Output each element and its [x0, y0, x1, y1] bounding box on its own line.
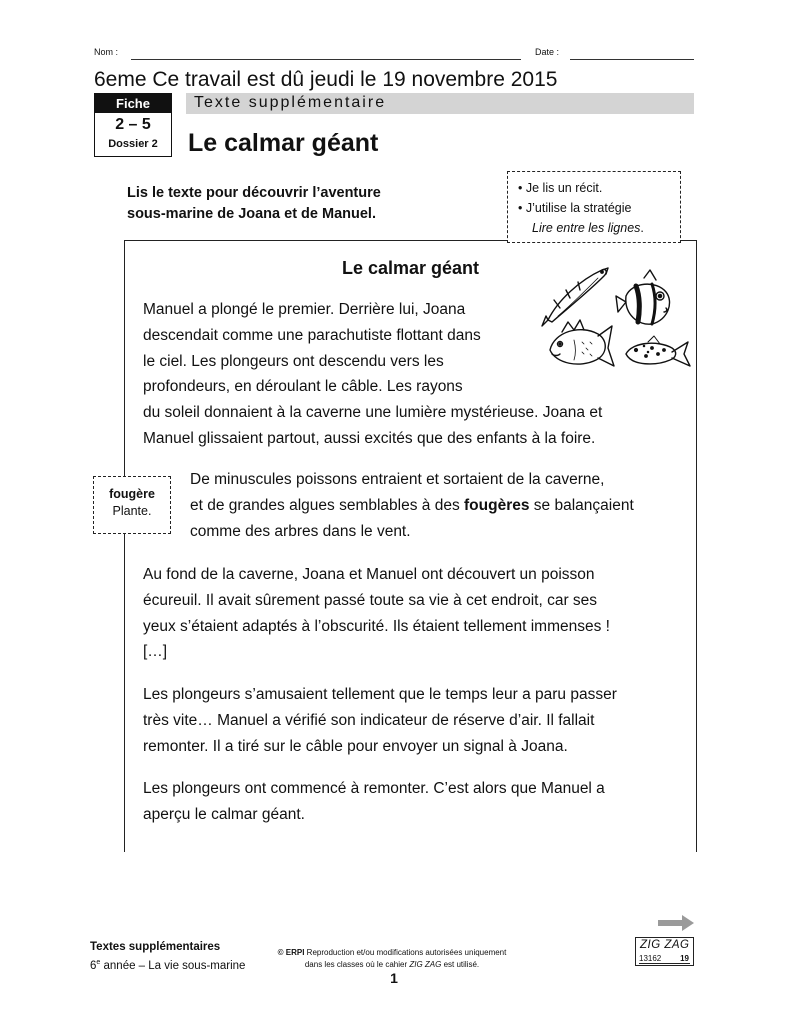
arrow-right-icon[interactable]: [658, 915, 694, 931]
zigzag-box: [635, 937, 694, 966]
fiche-dossier: Dossier 2: [108, 138, 158, 150]
strategy-item-1-text: Je lis un récit.: [525, 181, 603, 195]
bullet-icon: •: [518, 201, 523, 215]
paragraph-text: et de grandes algues semblables à des: [190, 496, 465, 514]
zigzag-page: 19: [680, 954, 689, 963]
glossary-term: fougères: [464, 496, 530, 514]
paragraph-line: remonter. Il a tiré sur le câble pour envoyer un signal à Joana.: [143, 737, 568, 755]
section-band-text: Texte supplémentaire: [194, 94, 387, 111]
instructions-line-1: Lis le texte pour découvrir l’aventure: [127, 185, 381, 201]
nom-label: Nom :: [94, 47, 119, 57]
paragraph-text: se balançaient: [529, 496, 634, 514]
paragraph-line: yeux s’étaient adaptés à l’obscurité. Ils étaient tellement immenses !: [143, 617, 610, 635]
story-paragraph-1: [143, 297, 683, 452]
zigzag-code: 13162: [639, 954, 662, 963]
grade-suffix: e: [96, 959, 101, 966]
strategy-box: [507, 171, 681, 243]
story-paragraph-2: [190, 467, 730, 544]
paragraph-line: du soleil donnaient à la caverne une lumière mystérieuse. Joana et: [143, 404, 603, 422]
page-title: Le calmar géant: [188, 129, 379, 157]
copyright-text: Reproduction et/ou modifications autorisées uniquement: [304, 948, 507, 957]
publisher-name: ERPI: [285, 948, 305, 957]
paragraph-line: descendait comme une parachutiste flottant dans: [143, 326, 481, 344]
paragraph-line: Les plongeurs ont commencé à remonter. C’est alors que Manuel a: [143, 780, 605, 797]
strategy-item-2: [518, 198, 680, 218]
zigzag-label: ZIG ZAG: [640, 939, 690, 951]
fiche-label: Fiche: [95, 94, 171, 113]
strategy-name: Lire entre les lignes: [532, 221, 641, 235]
instructions-line-2: sous-marine de Joana et de Manuel.: [127, 206, 376, 222]
paragraph-line: Au fond de la caverne, Joana et Manuel ont découvert un poisson: [143, 566, 595, 583]
story-title: Le calmar géant: [341, 258, 480, 278]
bullet-icon: •: [518, 181, 523, 195]
paragraph-line: [190, 493, 730, 519]
strategy-item-1: [518, 178, 680, 198]
copyright-book-name: ZIG ZAG: [409, 960, 442, 969]
strategy-period: .: [640, 221, 644, 235]
glossary-word: fougère: [109, 487, 155, 501]
strategy-item-2-continued: [518, 218, 680, 238]
paragraph-line: Manuel a plongé le premier. Derrière lui, Joana: [143, 301, 466, 318]
instructions: [127, 183, 467, 225]
fiche-number: 2 – 5: [115, 116, 151, 133]
grade-text: année – La vie sous-marine: [100, 959, 246, 972]
paragraph-line: le ciel. Les plongeurs ont descendu vers les: [143, 352, 444, 370]
copyright-text: dans les classes où le cahier: [304, 960, 410, 969]
date-line[interactable]: [570, 59, 694, 60]
paragraph-line: […]: [143, 643, 168, 661]
paragraph-line: Les plongeurs s’amusaient tellement que le temps leur a paru passer: [143, 686, 617, 703]
section-band: [186, 93, 694, 114]
paragraph-line: De minuscules poissons entraient et sortaient de la caverne,: [190, 471, 605, 488]
paragraph-line: comme des arbres dans le vent.: [190, 522, 411, 540]
copyright-notice: [262, 947, 522, 971]
paragraph-line: aperçu le calmar géant.: [143, 805, 305, 823]
grade-number: 6: [90, 959, 97, 972]
footer-grade: [90, 955, 245, 974]
story-paragraph-4: [143, 682, 683, 759]
footer-title: Textes supplémentaires: [90, 941, 221, 953]
story-paragraph-3: [143, 562, 683, 665]
glossary-definition: Plante.: [112, 504, 152, 518]
copyright-text: est utilisé.: [441, 960, 480, 969]
fiche-box: [94, 93, 172, 157]
copyright-icon: ©: [277, 948, 284, 957]
paragraph-line: écureuil. Il avait sûrement passé toute sa vie à cet endroit, car ses: [143, 591, 598, 609]
story-paragraph-5: [143, 776, 683, 828]
paragraph-line: profondeurs, en déroulant le câble. Les rayons: [143, 378, 463, 396]
date-label: Date :: [535, 47, 560, 57]
paragraph-line: très vite… Manuel a vérifié son indicateur de réserve d’air. Il fallait: [143, 711, 595, 729]
footer-left: [90, 940, 245, 974]
paragraph-line: Manuel glissaient partout, aussi excités que des enfants à la foire.: [143, 429, 596, 447]
strategy-item-2-text: J’utilise la stratégie: [525, 201, 632, 215]
assignment-line: 6eme Ce travail est dû jeudi le 19 novembre 2015: [94, 68, 558, 91]
glossary-box: [93, 476, 171, 534]
page-number: 1: [390, 970, 398, 986]
zigzag-divider: [639, 963, 690, 964]
nom-line[interactable]: [131, 59, 521, 60]
